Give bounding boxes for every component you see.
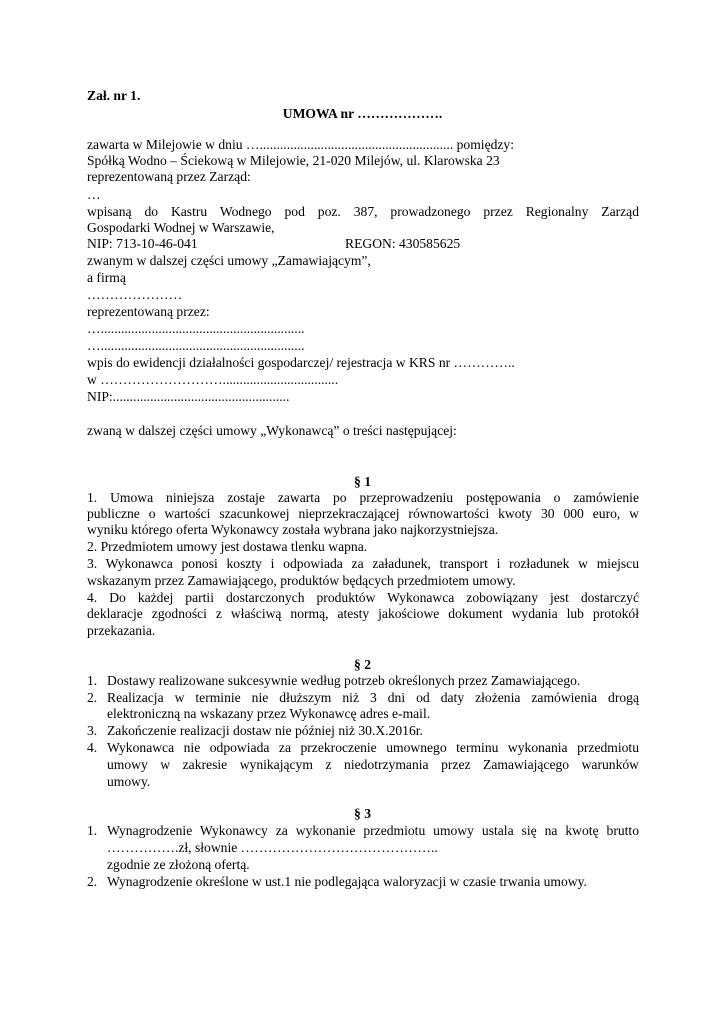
section-1-line: wskazanym przez Zamawiającego, produktów będących przedmiotem umowy.: [87, 573, 516, 588]
contract-title: UMOWA nr ……………….: [282, 106, 443, 121]
parties-line: …............................................................: [87, 321, 305, 336]
section-3-number: 1.: [87, 823, 98, 838]
section-1-line: publiczne o wartości szacunkowej nieprzekraczającej równowartości kwoty 30 000 euro, w: [87, 506, 639, 521]
section-2-item: Wykonawca nie odpowiada za przekroczenie umownego terminu wykonania przedmiotu: [107, 740, 639, 755]
parties-line: zwaną w dalszej części umowy „Wykonawcą” o treści następującej:: [87, 423, 457, 438]
section-1-line: przekazania.: [87, 623, 156, 638]
section-3-number: 2.: [87, 874, 98, 889]
parties-line: …: [87, 187, 101, 202]
section-3-item: …………….zł, słownie ……………………………………..: [107, 840, 438, 855]
parties-line: …………………: [87, 287, 183, 302]
section-2-item: Zakończenie realizacji dostaw nie później niż 30.X.2016r.: [107, 723, 423, 738]
section-1-line: 3. Wykonawca ponosi koszty i odpowiada za załadunek, transport i rozładunek w miejscu: [87, 556, 639, 571]
section-3-item: zgodnie ze złożoną ofertą.: [107, 857, 250, 872]
parties-line: Gospodarki Wodnej w Warszawie,: [87, 220, 275, 235]
parties-line: a firmą: [87, 270, 126, 285]
parties-line: zwanym w dalszej części umowy „Zamawiającym”,: [87, 253, 371, 268]
section-2-number: 3.: [87, 723, 98, 738]
parties-line: reprezentowaną przez Zarząd:: [87, 169, 251, 184]
nip-value: NIP: 713-10-46-041: [87, 236, 198, 251]
section-1-heading: § 1: [354, 474, 371, 489]
section-2-item: elektroniczną na wskazany przez Wykonawcę adres e-mail.: [107, 706, 431, 721]
parties-line: NIP:....................................................: [87, 389, 290, 404]
nip-regon-line: [87, 236, 639, 252]
section-1-line: 4. Do każdej partii dostarczonych produktów Wykonawca zobowiązany jest dostarczyć: [87, 590, 639, 605]
regon-value: REGON: 430585625: [345, 236, 461, 251]
parties-line: zawarta w Milejowie w dniu …......................................................... pomiędzy:: [87, 137, 515, 152]
parties-line: …............................................................: [87, 338, 305, 353]
section-3-heading: § 3: [354, 806, 371, 821]
section-1-line: 2. Przedmiotem umowy jest dostawa tlenku wapna.: [87, 539, 368, 554]
section-2-number: 4.: [87, 740, 98, 755]
section-3-item: Wynagrodzenie określone w ust.1 nie podlegająca waloryzacji w czasie trwania umowy.: [107, 874, 587, 889]
section-1-line: wyniku którego oferta Wykonawcy została wybrana jako najkorzystniejsza.: [87, 522, 499, 537]
section-2-number: 2.: [87, 690, 98, 705]
section-2-item: Dostawy realizowane sukcesywnie według potrzeb określonych przez Zamawiającego.: [107, 673, 581, 688]
section-1-line: deklaracje zgodności z właściwą normą, atesty jakościowe dokument wydania lub protokół: [87, 606, 639, 621]
section-2-item: umowy.: [107, 774, 151, 789]
section-2-number: 1.: [87, 673, 98, 688]
parties-line: reprezentowaną przez:: [87, 304, 210, 319]
parties-line: Spółką Wodno – Ściekową w Milejowie, 21-020 Milejów, ul. Klarowska 23: [87, 153, 500, 168]
parties-line: w ………………………..................................: [87, 372, 339, 387]
section-2-item: Realizacja w terminie nie dłuższym niż 3 dni od daty złożenia zamówienia drogą: [107, 690, 639, 705]
section-3-item: Wynagrodzenie Wykonawcy za wykonanie przedmiotu umowy ustala się na kwotę brutto: [107, 823, 639, 838]
section-2-heading: § 2: [354, 657, 371, 672]
section-1-line: 1. Umowa niniejsza zostaje zawarta po przeprowadzeniu postępowania o zamówienie: [87, 490, 639, 505]
attachment-label: Zał. nr 1.: [87, 88, 141, 103]
section-2-item: umowy w zakresie wynikającym z niedotrzymania przez Zamawiającego warunków: [107, 757, 639, 772]
parties-line: wpisaną do Kastru Wodnego pod poz. 387, prowadzonego przez Regionalny Zarząd: [87, 204, 639, 219]
parties-line: wpis do ewidencji działalności gospodarczej/ rejestracja w KRS nr …………..: [87, 355, 515, 370]
